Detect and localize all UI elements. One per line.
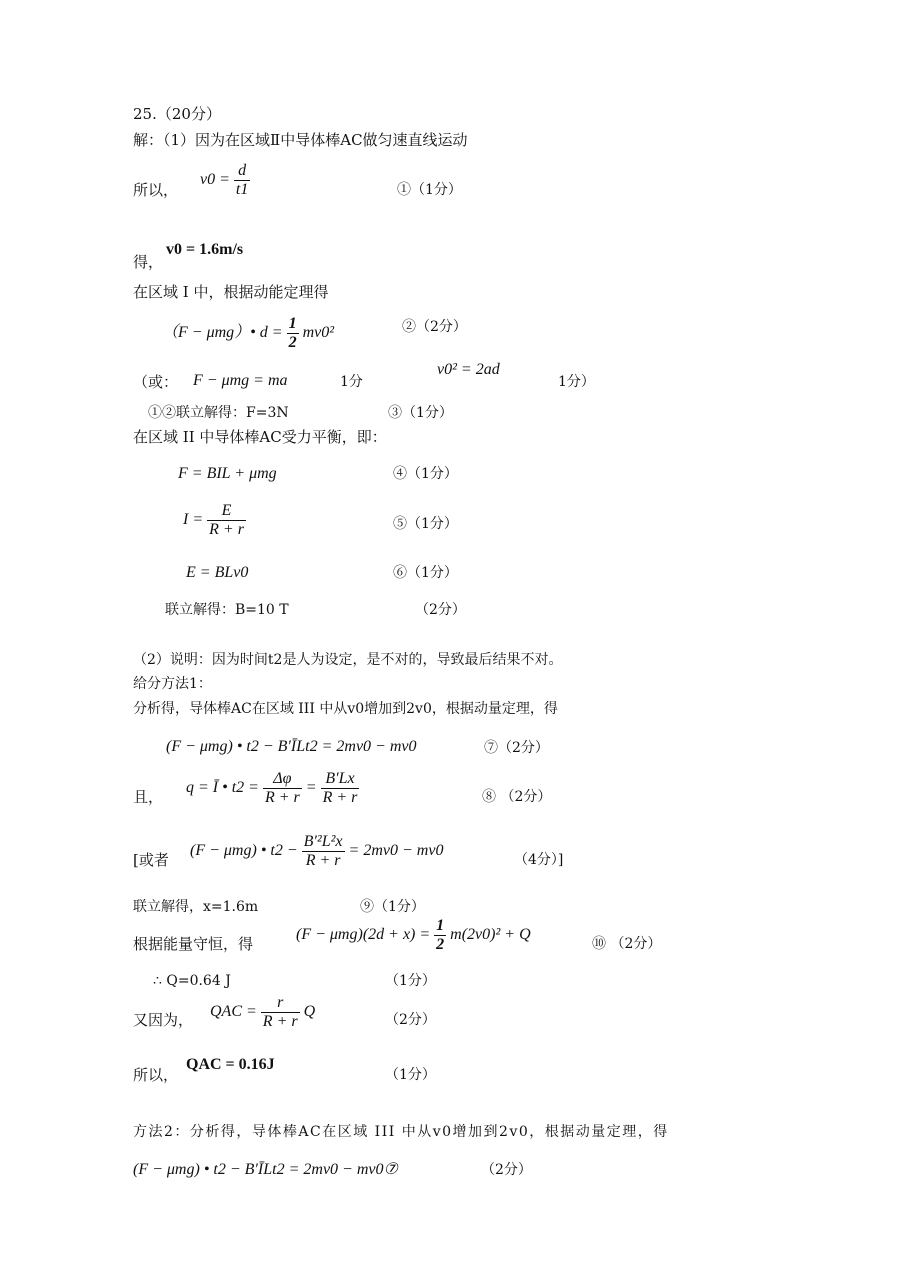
mark-12: （1分） — [385, 1067, 436, 1083]
equation-heat-share — [210, 994, 315, 1031]
equation-momentum: (F − μmg) • t2 − B′ĪLt2 = 2mv0 − mv0 — [166, 738, 417, 755]
fraction-dphi — [263, 770, 302, 807]
mark-8: ⑧ （2分） — [482, 789, 552, 805]
eq9-right: = 2mv0 − mv0 — [348, 842, 444, 860]
eq11-left: QAC = — [210, 1003, 257, 1021]
label-suoyi: 所以， — [133, 181, 179, 199]
label-suoyi-2: 所以， — [133, 1066, 179, 1084]
equation-force-balance: F = BIL + μmg — [178, 465, 277, 482]
equation-v0-value: v0 = 1.6m/s — [166, 241, 244, 258]
mark-6: ⑥（1分） — [393, 565, 458, 581]
mark-7: ⑦（2分） — [484, 740, 549, 756]
problem-heading: 25.（20分） — [133, 105, 221, 123]
fraction-b2l2x — [302, 833, 345, 870]
eq1-left: v0 = — [200, 171, 230, 189]
equation-charge: q = Ī • t2 = $\frac{\Delta\varphi}{R + r}$ = $\frac{B'Lx}{R + r}$ — [186, 770, 358, 806]
eq2-left: （F − μmg）• d = — [162, 324, 283, 342]
method1-title: 给分方法1： — [133, 676, 212, 692]
mark-9: ⑨（1分） — [360, 899, 425, 915]
solve-field: 联立解得：B=10 T — [165, 602, 289, 618]
heat-value: ∴ Q=0.64 J — [153, 973, 231, 989]
eq8-denominator-1: R + r — [264, 789, 300, 806]
eq10-denominator: 2 — [436, 936, 445, 953]
fraction-d-over-t1 — [234, 162, 250, 199]
text-region-1: 在区域 I 中，根据动能定理得 — [133, 283, 329, 301]
eq11-right: Q — [303, 1003, 316, 1021]
label-huozhe: [或者 — [133, 851, 169, 869]
label-qie: 且， — [133, 788, 164, 806]
mark-3: ③（1分） — [388, 405, 453, 421]
eq5-denominator: R + r — [209, 521, 244, 538]
text-region-2: 在区域 II 中导体棒AC受力平衡，即： — [133, 428, 387, 446]
label-energy: 根据能量守恒，得 — [133, 935, 254, 953]
solve-distance: 联立解得，x=1.6m — [133, 899, 259, 915]
fraction-half — [287, 315, 299, 352]
or-points-2: 1分） — [558, 374, 595, 390]
eq8-denominator-2: R + r — [322, 789, 358, 806]
eq10-right: m(2v0)² + Q — [450, 926, 531, 944]
label-de: 得， — [133, 253, 164, 271]
equation-energy — [296, 917, 531, 954]
label-or: （或： — [133, 373, 179, 391]
equation-heat-result: QAC = 0.16J — [186, 1056, 275, 1073]
mark-11: （2分） — [385, 1012, 436, 1028]
eq1-denominator: t1 — [235, 181, 249, 198]
equation-momentum-2: (F − μmg) • t2 − B′ĪLt2 = 2mv0 − mv0⑦ — [133, 1161, 398, 1178]
mark-5: ⑤（1分） — [393, 516, 458, 532]
fraction-e-over-r — [207, 502, 246, 539]
equation-momentum-alt — [190, 833, 443, 870]
eq9-numerator: B′²L²x — [303, 833, 343, 850]
eq8-left: q = Ī • t2 = — [186, 779, 259, 797]
eq5-numerator: E — [207, 502, 246, 521]
equation-emf: E = BLv0 — [186, 564, 249, 581]
fraction-r-over-rr — [261, 994, 300, 1031]
eq2-denominator: 2 — [288, 334, 297, 351]
mark-1: ①（1分） — [397, 182, 462, 198]
solve-force: ①②联立解得：F=3N — [148, 405, 289, 421]
eq5-left: I = — [183, 511, 204, 529]
eq1-numerator: d — [234, 162, 250, 181]
method1-text: 分析得，导体棒AC在区域 III 中从v0增加到2v0，根据动量定理，得 — [133, 701, 558, 717]
mark-13: （2分） — [481, 1162, 532, 1178]
mark-heat: （1分） — [385, 973, 436, 989]
eq2-numerator: 1 — [288, 315, 297, 332]
method2-text: 方法2：分析得，导体棒AC在区域 III 中从v0增加到2v0，根据动量定理，得 — [133, 1124, 669, 1140]
eq10-numerator: 1 — [436, 917, 445, 934]
fraction-half-2 — [434, 917, 446, 954]
equation-kinematics: v0² = 2ad — [437, 361, 500, 378]
eq8-numerator-2: B′Lx — [321, 770, 360, 789]
eq9-denominator: R + r — [305, 852, 341, 869]
equation-current — [183, 502, 246, 539]
fraction-blx — [321, 770, 360, 807]
solution-intro: 解：（1）因为在区域Ⅱ中导体棒AC做匀速直线运动 — [133, 131, 468, 149]
mark-9-alt: （4分）] — [514, 852, 564, 868]
mark-2: ②（2分） — [402, 319, 467, 335]
eq11-denominator: R + r — [262, 1013, 298, 1030]
part2-note: （2）说明：因为时间t2是人为设定，是不对的，导致最后结果不对。 — [133, 652, 563, 668]
eq11-numerator: r — [261, 994, 300, 1013]
eq2-right: mv0² — [302, 324, 335, 342]
eq9-left: (F − μmg) • t2 − — [190, 842, 298, 860]
label-youyin: 又因为， — [133, 1011, 194, 1029]
or-points-1: 1分 — [340, 374, 363, 390]
equation-kinetic-energy — [162, 315, 334, 352]
eq8-numerator-1: Δφ — [263, 770, 302, 789]
equation-v0-def — [200, 162, 250, 199]
mark-4: ④（1分） — [393, 466, 458, 482]
eq10-left: (F − μmg)(2d + x) = — [296, 926, 431, 944]
mark-10: ⑩ （2分） — [592, 936, 662, 952]
equation-newton: F − μmg = ma — [193, 372, 288, 389]
mark-field: （2分） — [415, 602, 466, 618]
